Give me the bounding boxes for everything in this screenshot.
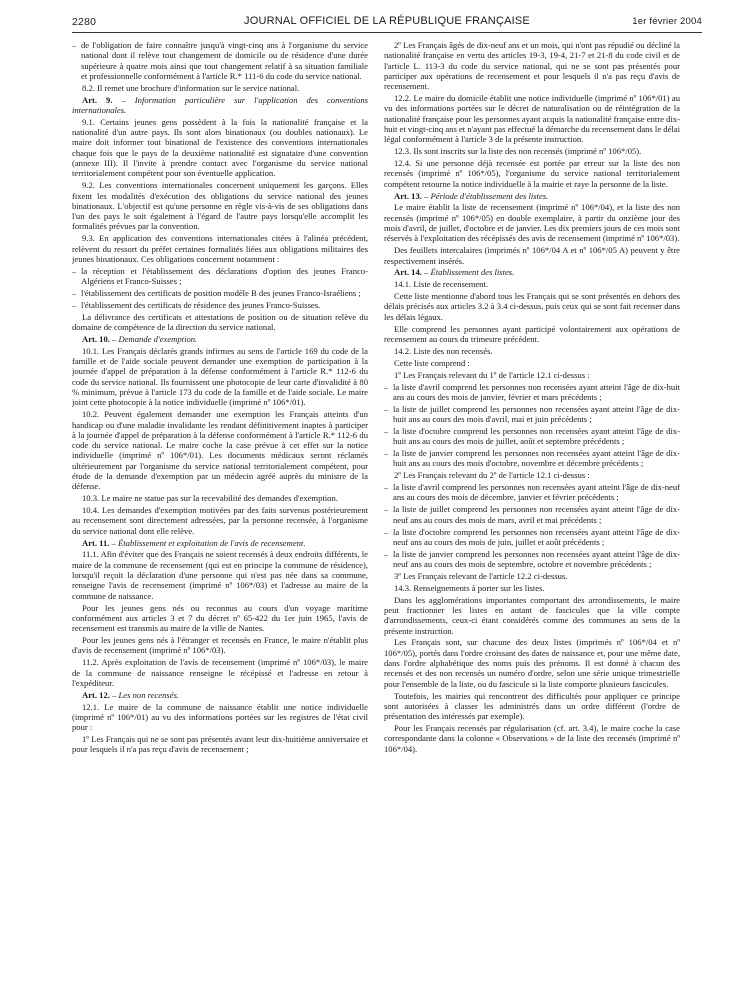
article-number: Art. 14.: [394, 267, 422, 278]
paragraph: 11.1. Afin d'éviter que des Français ne soient recensés à deux endroits différents, le maire de la commune de recensement (qui est en principe la commune de résidence), lorsqu'il reçoit la déclaration d'une personne qui n'est pas née dans sa commune, renseigne l'avis de recensement (imprimé nº 106*/03) et l'adresse au maire de la commune de naissance.: [72, 549, 368, 601]
article-heading: Art. 12. – Les non recensés.: [82, 689, 180, 700]
paragraph: 3º Les Français relevant de l'article 12.2 ci-dessus.: [394, 570, 568, 581]
list-item: – la liste de juillet comprend les personnes non recensées ayant atteint l'âge de dix-huit ans au cours des mois d'avril, mai et juin précédents ;: [384, 404, 680, 425]
paragraph: Les Français sont, sur chacune des deux listes (imprimés nº 106*/04 et nº 106*/05), portés dans l'ordre croissant des dates de naissance et, pour une même date, dans l'ordre alphabétique des noms puis des prénoms. Il est donné à chacun des recensés et des non recensés un numéro d'ordre, selon une série unique trimestrielle pour l'ensemble de la liste, ou du fascicule si la liste comporte plusieurs fascicules.: [384, 637, 680, 689]
article-heading: Art. 11. – Établissement et exploitation de l'avis de recensement.: [82, 537, 306, 548]
paragraph: 14.3. Renseignements à porter sur les listes.: [394, 582, 545, 593]
article-number: Art. 13.: [394, 190, 422, 201]
paragraph: Cette liste comprend :: [394, 357, 470, 368]
paragraph: 12.3. Ils sont inscrits sur la liste des non recensés (imprimé nº 106*/05).: [394, 146, 642, 157]
list-item: – la liste d'avril comprend les personnes non recensées ayant atteint l'âge de dix-huit ans au cours des mois de janvier, février et mars précédents ;: [384, 382, 680, 403]
paragraph: Cette liste mentionne d'abord tous les Français qui se sont présentés en dehors des délais précisés aux articles 3.2 à 3.4 ci-dessus, puis ceux qui se sont fait recenser dans les délais légaux.: [384, 291, 680, 322]
paragraph: Elle comprend les personnes ayant participé volontairement aux opérations de recensement au cours du trimestre précédent.: [384, 323, 680, 344]
list-item: – la liste de janvier comprend les personnes non recensées ayant atteint l'âge de dix-neuf ans au cours des mois de septembre, octobre et novembre précédents ;: [384, 549, 680, 570]
paragraph: Dans les agglomérations importantes comportant des arrondissements, le maire peut fractionner les listes en autant de fascicules que la ville compte d'arrondissements, ceux-ci étant considérés comme des communes au sens de la présente instruction.: [384, 594, 680, 636]
paragraph: 10.2. Peuvent également demander une exemption les Français atteints d'un handicap ou d'une maladie invalidante les rendant définitivement inaptes à participer à la journée d'appel de préparation à la défense conformément à l'article R.* 112-6 du code du service national. Le maire coche la case prévue à cet effet sur la notice individuelle (imprimé nº 106*/01). Les documents médicaux seront réclamés ultérieurement par l'organisme du service national territorialement compétent, pour étude de la demande d'exemption par un médecin agréé auprès du ministre de la défense.: [72, 409, 368, 492]
article-title: Période d'établissement des listes.: [430, 190, 549, 201]
paragraph: 10.3. Le maire ne statue pas sur la recevabilité des demandes d'exemption.: [82, 493, 338, 504]
article-heading: Art. 14. – Établissement des listes.: [394, 267, 515, 278]
paragraph: 12.2. Le maire du domicile établit une notice individuelle (imprimé nº 106*/01) au vu des informations portées sur le décret de naturalisation ou de réintégration de la nationalité française pour les personnes ayant acquis la nationalité française entre dix-huit et vingt-cinq ans et n'ayant pas effectué la démarche du recensement dans le délai légal conformément à l'article 3 de la présente instruction.: [384, 93, 680, 145]
article-heading: Art. 13. – Période d'établissement des listes.: [394, 190, 549, 201]
publication-date: 1er février 2004: [632, 16, 702, 27]
list-item: – la liste d'octobre comprend les personnes non recensées ayant atteint l'âge de dix-huit ans au cours des mois de juillet, août et septembre précédents ;: [384, 426, 680, 447]
article-title: Les non recensés.: [118, 689, 180, 700]
paragraph: 14.2. Liste des non recensés.: [394, 345, 493, 356]
article-title: Établissement des listes.: [430, 267, 515, 278]
list-item: – de l'obligation de faire connaître jusqu'à vingt-cinq ans à l'organisme du service national dont il relève tout changement de domicile ou de résidence d'une durée supérieure à quatre mois ainsi que tout changement relatif à sa situation familiale et professionnelle conformément à l'article R.* 111-6 du code du service national.: [72, 40, 368, 81]
page-number: 2280: [72, 16, 97, 28]
article-number: Art. 9.: [82, 94, 113, 105]
list-item: – l'établissement des certificats de résidence des jeunes Franco-Suisses.: [72, 300, 368, 310]
paragraph: Toutefois, les mairies qui rencontrent des difficultés pour appliquer ce principe sont autorisées à classer les administrés dans un ordre différent (l'ordre de présentation des intéressés par exemple).: [384, 690, 680, 722]
page-header: [72, 10, 702, 33]
article-title: Demande d'exemption.: [118, 333, 198, 344]
journal-title: JOURNAL OFFICIEL DE LA RÉPUBLIQUE FRANÇAISE: [244, 15, 530, 27]
paragraph: 2º Les Français âgés de dix-neuf ans et un mois, qui n'ont pas répudié ou décliné la nationalité française en vertu des articles 19-3, 19-4, 21-7 et 21-8 du code civil et de l'article L. 113-3 du code du service national, qui ne se sont pas présentés pour participer aux opérations de recensement et pour lesquels il n'a pas reçu d'avis de recensement.: [384, 40, 680, 92]
article-number: Art. 11.: [82, 537, 110, 548]
article-title: Information particulière sur l'application des conventions internationales.: [72, 94, 368, 115]
paragraph: 9.2. Les conventions internationales concernent uniquement les garçons. Elles fixent les modalités d'exécution des obligations du service national des jeunes binationaux. L'objectif est qu'une personne en règle vis-à-vis de ses obligations dans l'un des pays le soit également à l'égard de l'autre pays lorsqu'elle accomplit les formalités prévues par la convention.: [72, 180, 368, 232]
paragraph: 9.3. En application des conventions internationales citées à l'alinéa précédent, relèvent du ressort du préfet certaines formalités liées aux obligations militaires des jeunes binationaux. Ces obligations concernent notamment :: [72, 233, 368, 264]
article-heading: Art. 9. – Information particulière sur l'application des conventions internationales.: [72, 94, 368, 115]
paragraph: 12.4. Si une personne déjà recensée est portée par erreur sur la liste des non recensés (imprimé nº 106*/05), l'organisme du service national territorialement compétent retourne la notice individuelle à la mairie et raye la personne de la liste.: [384, 158, 680, 189]
paragraph: 10.4. Les demandes d'exemption motivées par des faits survenus postérieurement au recensement sont directement adressées, par la personne recensée, à l'organisme du service national dont elle relève.: [72, 505, 368, 536]
list-item: – la liste de janvier comprend les personnes non recensées ayant atteint l'âge de dix-huit ans au cours des mois d'octobre, novembre et décembre précédents ;: [384, 448, 680, 469]
paragraph: 9.1. Certains jeunes gens possèdent à la fois la nationalité française et la nationalité d'un autre pays. Ils sont alors binationaux (ou doubles nationaux). Le maire doit informer tout binational de l'existence des conventions internationales chaque fois que le pays de la deuxième nationalité est signataire d'une convention (annexe III). Il l'invite à prendre contact avec l'organisme du service national territorialement compétent pour son éventuelle application.: [72, 116, 368, 179]
article-number: Art. 12.: [82, 689, 110, 700]
paragraph: 1º Les Français relevant du 1º de l'article 12.1 ci-dessus :: [394, 369, 590, 380]
paragraph: Pour les jeunes gens nés à l'étranger et recensés en France, le maire n'établit plus d'avis de recensement (imprimé nº 106*/03).: [72, 635, 368, 656]
paragraph: La délivrance des certificats et attestations de position ou de situation relève du domaine de compétence de la direction du service national.: [72, 311, 368, 333]
list-item: – la liste de juillet comprend les personnes non recensées ayant atteint l'âge de dix-neuf ans au cours des mois de mars, avril et mai précédents ;: [384, 504, 680, 525]
list-item: – la liste d'octobre comprend les personnes non recensées ayant atteint l'âge de dix-neuf ans au cours des mois de juin, juillet et août précédents ;: [384, 527, 680, 548]
article-heading: Art. 10. – Demande d'exemption.: [82, 333, 198, 344]
list-item: – l'établissement des certificats de position modèle B des jeunes Franco-Israéliens ;: [72, 288, 368, 298]
paragraph: 11.2. Après exploitation de l'avis de recensement (imprimé nº 106*/03), le maire de la commune de naissance renseigne le récépissé et l'adresse en retour à l'expéditeur.: [72, 657, 368, 688]
paragraph: 10.1. Les Français déclarés grands infirmes au sens de l'article 169 du code de la famille et de l'aide sociale peuvent demander une exemption de participation à la journée d'appel de préparation à la défense conformément à l'article R.* 112-6 du code du service national. Ils fournissent une photocopie de leur carte d'invalidité à 80 % minimum, prévue à l'article 173 du code de la famille et de l'aide sociale. Le maire joint cette photocopie à la notice individuelle (imprimé nº 106*/01).: [72, 345, 368, 408]
paragraph: Pour les jeunes gens nés ou reconnus au cours d'un voyage maritime conformément aux articles 3 et 7 du décret nº 65-422 du 1er juin 1965, l'avis de recensement est transmis au maire de la ville de Nantes.: [72, 602, 368, 634]
article-title: Établissement et exploitation de l'avis de recensement.: [118, 537, 306, 548]
paragraph: Le maire établit la liste de recensement (imprimé nº 106*/04), et la liste des non recensés (imprimé nº 106*/05) en double exemplaire, à partir du onzième jour des mois d'avril, de juillet, d'octobre et de janvier. Les dix premiers jours de ces mois sont réservés à l'exploitation des récépissés des avis de recensement (imprimé nº 106*/03).: [384, 202, 680, 244]
paragraph: Pour les Français recensés par régularisation (cf. art. 3.4), le maire coche la case correspondante dans la colonne « Observations » de la liste des recensés (imprimé nº 106*/04).: [384, 723, 680, 754]
paragraph: 1º Les Français qui ne se sont pas présentés avant leur dix-huitième anniversaire et pour lesquels il n'a pas reçu d'avis de recensement ;: [72, 734, 368, 755]
paragraph: Des feuillets intercalaires (imprimés nº 106*/04 A et nº 106*/05 A) peuvent y être respectivement insérés.: [384, 245, 680, 266]
paragraph: 14.1. Liste de recensement.: [394, 279, 489, 290]
list-item: – la liste d'avril comprend les personnes non recensées ayant atteint l'âge de dix-neuf ans au cours des mois de décembre, janvier et février précédents ;: [384, 482, 680, 503]
paragraph: 12.1. Le maire de la commune de naissance établit une notice individuelle (imprimé nº 106*/01) au vu des informations portées sur les registres de l'état civil pour :: [72, 701, 368, 733]
list-item: – la réception et l'établissement des déclarations d'option des jeunes Franco-Algériens et Franco-Suisses ;: [72, 266, 368, 287]
paragraph: 2º Les Français relevant du 2º de l'article 12.1 ci-dessus :: [394, 470, 590, 481]
right-column: [384, 40, 680, 986]
paragraph: 8.2. Il remet une brochure d'information sur le service national.: [82, 82, 300, 93]
left-column: [72, 40, 368, 986]
article-number: Art. 10.: [82, 333, 110, 344]
